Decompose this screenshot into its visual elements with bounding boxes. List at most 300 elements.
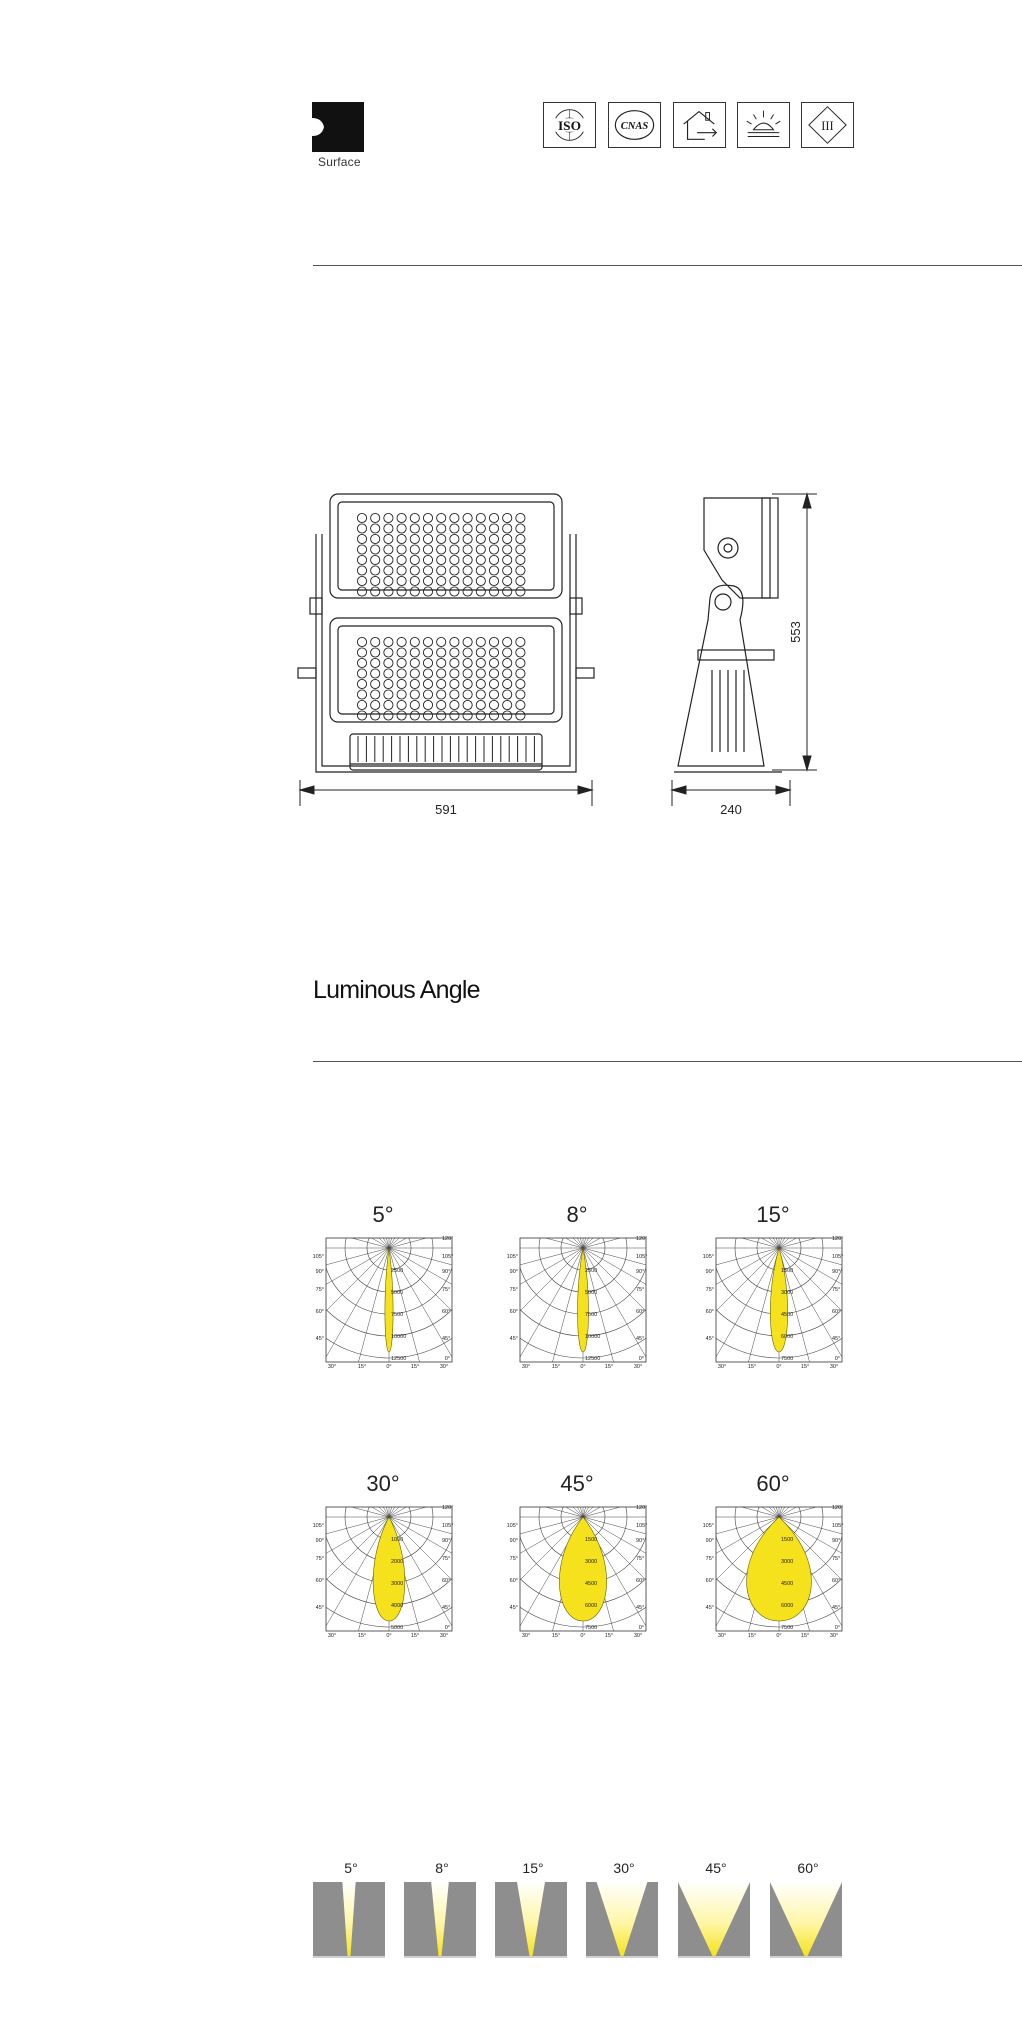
led-lens — [463, 700, 472, 709]
led-lens — [450, 679, 459, 688]
led-lens — [516, 700, 525, 709]
ring-value-label: 7500 — [781, 1625, 794, 1631]
angle-axis-label: 60° — [315, 1309, 324, 1315]
led-lens — [476, 587, 485, 596]
led-lens — [516, 524, 525, 533]
angle-axis-label: 30° — [717, 1364, 727, 1368]
led-lens — [357, 545, 366, 554]
led-lens — [489, 711, 498, 720]
led-lens — [397, 711, 406, 720]
angle-axis-label: 120° — [636, 1236, 647, 1242]
ring-value-label: 2500 — [391, 1268, 404, 1274]
angle-axis-label: 105° — [442, 1523, 453, 1529]
led-lens — [489, 679, 498, 688]
led-lens — [371, 587, 380, 596]
angle-axis-label: 15° — [551, 1364, 561, 1368]
led-lens — [371, 700, 380, 709]
led-lens — [437, 534, 446, 543]
led-lens — [503, 669, 512, 678]
led-lens — [357, 637, 366, 646]
angle-axis-label: 15° — [800, 1633, 810, 1637]
led-lens — [516, 513, 525, 522]
angle-axis-label: 90° — [442, 1538, 451, 1544]
led-lens — [371, 690, 380, 699]
led-lens — [489, 669, 498, 678]
angle-axis-label: 90° — [832, 1269, 841, 1275]
beam-cone-graphic — [313, 1882, 385, 1958]
led-lens — [476, 637, 485, 646]
led-lens — [437, 648, 446, 657]
led-lens — [489, 524, 498, 533]
width-dimension-label: 591 — [435, 802, 457, 817]
led-lens — [357, 566, 366, 575]
ring-value-label: 4500 — [781, 1312, 794, 1318]
led-lens — [423, 587, 432, 596]
angle-axis-label: 120° — [832, 1505, 843, 1511]
led-lens — [489, 648, 498, 657]
led-lens — [384, 566, 393, 575]
led-lens — [489, 555, 498, 564]
led-lens — [503, 711, 512, 720]
led-lens — [516, 555, 525, 564]
led-lens — [384, 587, 393, 596]
beam-angle-label: 5° — [344, 1860, 358, 1876]
ring-value-label: 7500 — [585, 1312, 598, 1318]
led-lens — [437, 690, 446, 699]
led-lens — [450, 524, 459, 533]
led-lens — [423, 669, 432, 678]
led-lens — [516, 690, 525, 699]
height-dimension-label: 553 — [788, 621, 803, 643]
led-lens — [463, 534, 472, 543]
led-lens — [450, 637, 459, 646]
angle-axis-label: 0° — [580, 1633, 586, 1637]
led-lens — [463, 637, 472, 646]
polar-chart-plot — [313, 1232, 453, 1368]
led-lens — [384, 711, 393, 720]
beam-lobe — [747, 1517, 812, 1621]
angle-axis-label: 30° — [717, 1633, 727, 1637]
led-lens — [357, 679, 366, 688]
beam-cone-graphic — [404, 1882, 476, 1958]
beam-angle-label: 30° — [613, 1860, 635, 1876]
led-lens — [397, 700, 406, 709]
led-lens — [410, 658, 419, 667]
svg-text:ISO: ISO — [557, 118, 582, 134]
angle-axis-label: 75° — [315, 1556, 324, 1562]
polar-chart-plot — [507, 1501, 647, 1637]
led-lens — [423, 576, 432, 585]
polar-chart-angle-title: 15° — [756, 1202, 790, 1227]
led-lens — [397, 648, 406, 657]
class-iii-icon — [801, 102, 854, 148]
led-lens — [437, 637, 446, 646]
led-lens — [463, 648, 472, 657]
led-lens — [397, 555, 406, 564]
led-lens — [357, 658, 366, 667]
polar-chart-plot — [703, 1501, 843, 1637]
ring-value-label: 12500 — [585, 1356, 601, 1362]
led-lens — [437, 513, 446, 522]
led-lens — [437, 576, 446, 585]
led-lens — [410, 555, 419, 564]
led-lens — [410, 690, 419, 699]
led-lens — [410, 524, 419, 533]
led-lens — [437, 658, 446, 667]
angle-axis-label: 45° — [509, 1605, 518, 1611]
polar-chart-angle-title: 8° — [566, 1202, 588, 1227]
ring-value-label: 2000 — [391, 1559, 404, 1565]
angle-axis-label: 0° — [386, 1364, 392, 1368]
led-lens — [463, 566, 472, 575]
led-lens — [397, 576, 406, 585]
ring-value-label: 12500 — [391, 1356, 407, 1362]
luminous-angle-title: Luminous Angle — [313, 976, 480, 1004]
led-lens — [503, 700, 512, 709]
led-lens — [463, 545, 472, 554]
led-lens — [516, 648, 525, 657]
angle-axis-label: 105° — [832, 1523, 843, 1529]
led-lens — [489, 513, 498, 522]
angle-axis-label: 90° — [509, 1538, 518, 1544]
led-lens — [397, 587, 406, 596]
polar-chart-angle-title: 45° — [560, 1471, 594, 1496]
led-lens — [503, 545, 512, 554]
iso-certification-icon — [543, 102, 596, 148]
angle-axis-label: 105° — [832, 1254, 843, 1260]
led-lens — [410, 545, 419, 554]
led-lens — [516, 534, 525, 543]
angle-axis-label: 90° — [636, 1538, 645, 1544]
ring-value-label: 1000 — [391, 1537, 404, 1543]
led-lens — [437, 587, 446, 596]
angle-axis-label: 75° — [832, 1287, 841, 1293]
angle-axis-label: 75° — [636, 1556, 645, 1562]
led-lens — [503, 658, 512, 667]
angle-axis-label: 30° — [829, 1633, 839, 1637]
angle-axis-label: 0° — [638, 1625, 644, 1631]
led-lens — [476, 658, 485, 667]
led-lens — [476, 513, 485, 522]
led-lens — [423, 555, 432, 564]
svg-text:CNAS: CNAS — [620, 120, 649, 132]
led-lens — [450, 690, 459, 699]
led-lens — [476, 711, 485, 720]
angle-axis-label: 90° — [636, 1269, 645, 1275]
ring-value-label: 5000 — [391, 1290, 404, 1296]
led-lens — [384, 690, 393, 699]
angle-axis-label: 45° — [442, 1336, 451, 1342]
surface-mount-icon — [312, 102, 364, 152]
mount-type-label: Surface — [318, 155, 361, 169]
led-lens — [397, 513, 406, 522]
beam-angle-label: 15° — [522, 1860, 544, 1876]
beam-cone-graphic — [495, 1882, 567, 1958]
depth-dimension-label: 240 — [720, 802, 742, 817]
polar-chart-angle-title: 30° — [366, 1471, 400, 1496]
angle-axis-label: 90° — [315, 1269, 324, 1275]
led-lens — [384, 658, 393, 667]
angle-axis-label: 120° — [442, 1236, 453, 1242]
led-lens — [384, 513, 393, 522]
led-lens — [437, 711, 446, 720]
angle-axis-label: 75° — [509, 1287, 518, 1293]
angle-axis-label: 30° — [633, 1364, 643, 1368]
led-lens — [397, 545, 406, 554]
led-lens — [410, 648, 419, 657]
led-lens — [450, 658, 459, 667]
angle-axis-label: 0° — [776, 1633, 782, 1637]
led-lens — [371, 555, 380, 564]
ring-value-label: 4000 — [391, 1603, 404, 1609]
beam-angle-label: 8° — [435, 1860, 449, 1876]
led-lens — [476, 669, 485, 678]
led-lens — [463, 658, 472, 667]
led-lens — [423, 658, 432, 667]
led-lens — [516, 587, 525, 596]
angle-axis-label: 30° — [327, 1364, 337, 1368]
led-lens — [384, 555, 393, 564]
led-lens — [397, 637, 406, 646]
led-lens — [516, 658, 525, 667]
angle-axis-label: 30° — [327, 1633, 337, 1637]
led-lens — [384, 669, 393, 678]
led-lens — [410, 679, 419, 688]
led-lens — [450, 648, 459, 657]
led-lens — [503, 555, 512, 564]
ring-value-label: 7500 — [391, 1312, 404, 1318]
angle-axis-label: 30° — [521, 1633, 531, 1637]
product-dimension-drawing — [292, 490, 832, 820]
angle-axis-label: 15° — [604, 1633, 614, 1637]
led-lens — [476, 679, 485, 688]
led-lens — [357, 534, 366, 543]
led-lens — [503, 566, 512, 575]
led-lens — [410, 700, 419, 709]
beam-cone-graphic — [770, 1882, 842, 1958]
beam-cone-graphic — [678, 1882, 750, 1958]
ring-value-label: 6000 — [781, 1334, 794, 1340]
angle-axis-label: 15° — [747, 1364, 757, 1368]
led-lens — [503, 576, 512, 585]
led-lens — [410, 576, 419, 585]
ring-value-label: 7500 — [781, 1356, 794, 1362]
led-lens — [463, 690, 472, 699]
led-lens — [423, 690, 432, 699]
led-lens — [489, 576, 498, 585]
angle-axis-label: 120° — [832, 1236, 843, 1242]
led-lens — [423, 534, 432, 543]
led-lens — [516, 576, 525, 585]
ring-value-label: 5000 — [391, 1625, 404, 1631]
led-lens — [371, 637, 380, 646]
angle-axis-label: 105° — [703, 1254, 714, 1260]
led-lens — [423, 700, 432, 709]
angle-axis-label: 60° — [636, 1309, 645, 1315]
led-lens — [463, 711, 472, 720]
ring-value-label: 1500 — [585, 1537, 598, 1543]
polar-chart-angle-title: 60° — [756, 1471, 790, 1496]
angle-axis-label: 105° — [703, 1523, 714, 1529]
led-lens — [423, 545, 432, 554]
angle-axis-label: 45° — [832, 1336, 841, 1342]
led-lens — [463, 555, 472, 564]
led-lens — [410, 566, 419, 575]
led-lens — [423, 648, 432, 657]
indoor-outdoor-icon — [673, 102, 726, 148]
led-lens — [410, 669, 419, 678]
angle-axis-label: 15° — [800, 1364, 810, 1368]
ring-value-label: 5000 — [585, 1290, 598, 1296]
angle-axis-label: 90° — [315, 1538, 324, 1544]
led-lens — [503, 690, 512, 699]
ring-value-label: 3000 — [781, 1290, 794, 1296]
polar-chart-plot — [703, 1232, 843, 1368]
angle-axis-label: 105° — [636, 1254, 647, 1260]
angle-axis-label: 75° — [442, 1556, 451, 1562]
light-sun-icon — [737, 102, 790, 148]
led-lens — [357, 711, 366, 720]
led-lens — [384, 576, 393, 585]
led-lens — [437, 700, 446, 709]
angle-axis-label: 15° — [410, 1633, 420, 1637]
led-lens — [503, 587, 512, 596]
angle-axis-label: 45° — [442, 1605, 451, 1611]
led-lens — [384, 700, 393, 709]
led-lens — [450, 534, 459, 543]
angle-axis-label: 60° — [442, 1309, 451, 1315]
led-lens — [516, 669, 525, 678]
angle-axis-label: 105° — [313, 1254, 324, 1260]
led-lens — [437, 669, 446, 678]
angle-axis-label: 75° — [705, 1556, 714, 1562]
led-lens — [371, 534, 380, 543]
ring-value-label: 2500 — [585, 1268, 598, 1274]
led-lens — [397, 690, 406, 699]
ring-value-label: 10000 — [391, 1334, 407, 1340]
led-lens — [450, 576, 459, 585]
angle-axis-label: 45° — [636, 1336, 645, 1342]
led-lens — [397, 524, 406, 533]
angle-axis-label: 15° — [357, 1364, 367, 1368]
angle-axis-label: 45° — [705, 1336, 714, 1342]
led-lens — [503, 524, 512, 533]
angle-axis-label: 60° — [832, 1309, 841, 1315]
led-lens — [476, 545, 485, 554]
led-lens — [489, 566, 498, 575]
angle-axis-label: 0° — [444, 1625, 450, 1631]
led-lens — [476, 555, 485, 564]
led-lens — [357, 669, 366, 678]
angle-axis-label: 105° — [507, 1254, 518, 1260]
led-lens — [423, 637, 432, 646]
angle-axis-label: 15° — [747, 1633, 757, 1637]
led-lens — [357, 555, 366, 564]
led-lens — [371, 711, 380, 720]
angle-axis-label: 90° — [509, 1269, 518, 1275]
angle-axis-label: 75° — [832, 1556, 841, 1562]
led-lens — [410, 534, 419, 543]
ring-value-label: 7500 — [585, 1625, 598, 1631]
ring-value-label: 3000 — [781, 1559, 794, 1565]
ring-value-label: 6000 — [781, 1603, 794, 1609]
led-lens — [489, 637, 498, 646]
led-lens — [463, 587, 472, 596]
led-lens — [437, 679, 446, 688]
angle-axis-label: 45° — [832, 1605, 841, 1611]
angle-axis-label: 15° — [357, 1633, 367, 1637]
angle-axis-label: 60° — [832, 1578, 841, 1584]
led-lens — [423, 679, 432, 688]
led-lens — [371, 566, 380, 575]
ring-value-label: 4500 — [781, 1581, 794, 1587]
led-lens — [357, 648, 366, 657]
polar-chart-angle-title: 5° — [372, 1202, 394, 1227]
angle-axis-label: 105° — [442, 1254, 453, 1260]
angle-axis-label: 45° — [315, 1605, 324, 1611]
led-lens — [423, 524, 432, 533]
led-lens — [476, 690, 485, 699]
angle-axis-label: 0° — [444, 1356, 450, 1362]
cnas-certification-icon — [608, 102, 661, 148]
led-lens — [384, 679, 393, 688]
led-lens — [423, 566, 432, 575]
angle-axis-label: 75° — [442, 1287, 451, 1293]
angle-axis-label: 45° — [705, 1605, 714, 1611]
led-lens — [503, 534, 512, 543]
ring-value-label: 3000 — [585, 1559, 598, 1565]
beam-angle-label: 45° — [705, 1860, 727, 1876]
led-lens — [503, 648, 512, 657]
led-lens — [397, 566, 406, 575]
led-lens — [516, 679, 525, 688]
angle-axis-label: 30° — [633, 1633, 643, 1637]
angle-axis-label: 105° — [507, 1523, 518, 1529]
led-lens — [489, 690, 498, 699]
led-lens — [384, 534, 393, 543]
led-lens — [397, 669, 406, 678]
ring-value-label: 1500 — [781, 1268, 794, 1274]
led-lens — [463, 669, 472, 678]
angle-axis-label: 105° — [636, 1523, 647, 1529]
led-lens — [437, 524, 446, 533]
led-lens — [357, 513, 366, 522]
led-lens — [450, 555, 459, 564]
led-lens — [463, 679, 472, 688]
led-lens — [437, 555, 446, 564]
led-lens — [476, 648, 485, 657]
angle-axis-label: 15° — [410, 1364, 420, 1368]
led-lens — [397, 534, 406, 543]
angle-axis-label: 30° — [829, 1364, 839, 1368]
led-lens — [463, 513, 472, 522]
angle-axis-label: 0° — [386, 1633, 392, 1637]
led-lens — [450, 513, 459, 522]
led-lens — [489, 658, 498, 667]
led-lens — [423, 513, 432, 522]
led-lens — [450, 587, 459, 596]
led-lens — [476, 524, 485, 533]
led-lens — [437, 566, 446, 575]
led-lens — [357, 690, 366, 699]
angle-axis-label: 60° — [636, 1578, 645, 1584]
led-lens — [371, 669, 380, 678]
led-lens — [357, 700, 366, 709]
led-lens — [437, 545, 446, 554]
led-lens — [357, 587, 366, 596]
led-lens — [371, 524, 380, 533]
led-lens — [450, 711, 459, 720]
